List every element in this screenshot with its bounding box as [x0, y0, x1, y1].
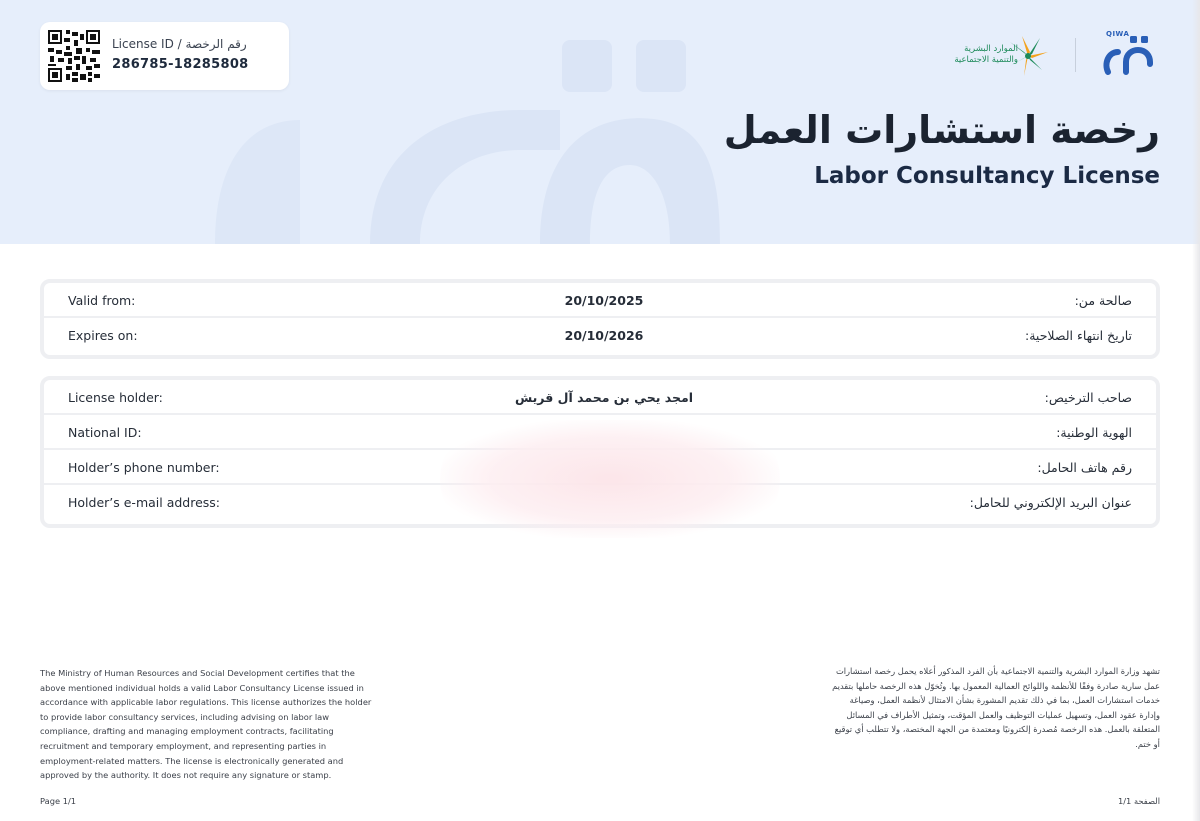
- logo-divider: [1075, 38, 1076, 72]
- title-arabic: رخصة استشارات العمل: [723, 108, 1160, 152]
- row-label-ar: رقم هاتف الحامل:: [1037, 460, 1132, 475]
- row-label-ar: صاحب الترخيص:: [1044, 390, 1132, 405]
- row-value: امجد يحي بن محمد آل قريش: [514, 390, 694, 405]
- ministry-name-line2: والتنمية الاجتماعية: [954, 55, 1018, 65]
- redaction-mark: [440, 420, 780, 538]
- license-id-card: [40, 22, 289, 90]
- row-label-en: License holder:: [68, 390, 163, 405]
- validity-box: [40, 279, 1160, 359]
- row-label-en: Valid from:: [68, 293, 136, 308]
- qr-code-icon[interactable]: [48, 30, 100, 82]
- page-edge: [1192, 0, 1200, 821]
- row-label-ar: الهوية الوطنية:: [1056, 425, 1132, 440]
- table-row: [44, 283, 1156, 318]
- page-number-en: Page 1/1: [40, 796, 77, 806]
- qiwa-small-label: QIWA: [1106, 30, 1130, 38]
- row-value: 20/10/2025: [564, 293, 644, 308]
- row-label-ar: عنوان البريد الإلكتروني للحامل:: [969, 495, 1132, 510]
- table-row: [44, 318, 1156, 353]
- qiwa-logo-icon: [1100, 28, 1162, 78]
- row-value: 20/10/2026: [564, 328, 644, 343]
- ministry-name-line1: الموارد البشرية: [964, 44, 1018, 54]
- certification-statement-en: The Ministry of Human Resources and Social Development certifies that the above mentioned individual holds a valid Labor Consultancy License issued in accordance with applicable labor regulations. This license authorizes the holder to provide labor consultancy services, including advising on labor law compliance, drafting and managing employment contracts, facilitating recruitment and temporary employment, and representing parties in employment-related matters. The license is electronically generated and approved by the authority. It does not require any signature or stamp.: [40, 668, 372, 781]
- license-id-label: License ID / رقم الرخصة: [112, 37, 247, 51]
- row-label-en: Expires on:: [68, 328, 138, 343]
- row-label-ar: تاريخ انتهاء الصلاحية:: [1025, 328, 1132, 343]
- row-label-en: Holder’s e-mail address:: [68, 495, 221, 510]
- certification-statement-ar: تشهد وزارة الموارد البشرية والتنمية الاجتماعية بأن الفرد المذكور أعلاه يحمل رخصة استشارات عمل سارية صادرة وفقًا للأنظمة واللوائح العمالية المعمول بها. وتُخوّل هذه الرخصة حاملها بتقديم خدمات استشارات العمل، بما في ذلك تقديم المشورة بشأن الامتثال لأنظمة العمل، وصياغة وإدارة عقود العمل، وتسهيل عمليات التوظيف والعمل المؤقت، وتمثيل الأطراف في المسائل المتعلقة بالعمل. هذه الرخصة مُصدرة إلكترونيًا ومعتمدة من الجهة المختصة، ولا تتطلب أي توقيع أو ختم.: [832, 666, 1160, 749]
- license-id-value: 286785-18285808: [112, 57, 249, 72]
- ministry-palm-logo-icon: [910, 34, 1050, 78]
- page-number-ar: الصفحة 1/1: [1117, 796, 1160, 806]
- title-english: Labor Consultancy License: [814, 163, 1160, 189]
- row-label-ar: صالحة من:: [1074, 293, 1132, 308]
- table-row: [44, 380, 1156, 415]
- header-band: [0, 0, 1200, 244]
- row-label-en: Holder’s phone number:: [68, 460, 220, 475]
- row-label-en: National ID:: [68, 425, 142, 440]
